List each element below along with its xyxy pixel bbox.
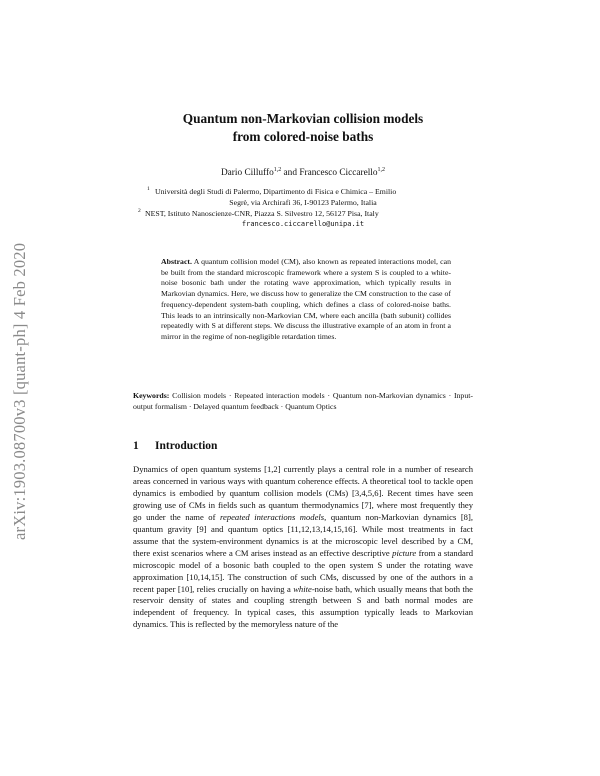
- affiliation-1-line-2: Segrè, via Archirafi 36, I-90123 Palermo, Italia: [229, 198, 377, 207]
- intro-text: from a standard microscopic model of a bosonic bath coupled to the open system S under the rotating wave approximation [10,14,15]. The construction of such CMs, discussed by one of the authors in a recent paper [10], relies crucially on having a: [133, 547, 474, 594]
- section-heading: [133, 440, 473, 452]
- abstract-label: Abstract.: [161, 257, 192, 266]
- author-2: Francesco Ciccarello: [299, 168, 378, 179]
- affiliation-1: [133, 186, 473, 208]
- intro-emphasis: white: [293, 583, 312, 594]
- author-conjunction: and: [281, 168, 300, 179]
- intro-text: -noise bath, which usually means that both the reservoir density of states and coupling strength between S and bath normal modes are independent of frequency. In typical cases, this assumption typically leads to Markovian dynamics. This is reflected by the memoryless nature of the: [133, 583, 473, 630]
- arxiv-identifier: arXiv:1903.08700v3 [quant-ph] 4 Feb 2020: [10, 242, 29, 540]
- author-list: [133, 167, 473, 178]
- section-number: 1: [133, 440, 139, 452]
- abstract: [161, 257, 451, 343]
- title-line-1: Quantum non-Markovian collision models: [182, 111, 424, 126]
- author-1-affiliation: 1,2: [273, 167, 282, 173]
- affiliation-2-line-1: NEST, Istituto Nanoscienze-CNR, Piazza S. Silvestro 12, 56127 Pisa, Italy: [145, 209, 379, 218]
- keywords-label: Keywords:: [133, 391, 170, 400]
- intro-text: , quantum non-Markovian dynamics [8], quantum gravity [9] and quantum optics [11,12,13,14,15,16]. While most treatments in fact assume that the system-environment dynamics is at the microscopic level described by a CM, there exist scenarios where a CM arises instead as an effective descriptive: [133, 511, 473, 558]
- affiliation-1-line-1: Università degli Studi di Palermo, Dipartimento di Fisica e Chimica – Emilio: [155, 187, 397, 196]
- section-title: Introduction: [155, 440, 218, 452]
- keywords-text: Collision models · Repeated interaction models · Quantum non-Markovian dynamics · Input-output formalism · Delayed quantum feedback · Quantum Optics: [133, 391, 473, 411]
- author-1: Dario Cilluffo: [220, 168, 274, 179]
- abstract-text: A quantum collision model (CM), also known as repeated interactions model, can be built from the standard microscopic framework where a system S is coupled to a white-noise bosonic bath under the rotating wave approximation, which typically results in Markovian dynamics. Here, we discuss how to generalize the CM construction to the case of frequency-dependent system-bath coupling, which defines a class of colored-noise baths. This leads to an intrinsically non-Markovian CM, where each ancilla (bath subunit) collides repeatedly with S at different steps. We discuss the illustrative example of an atom in front a mirror in the regime of non-negligible retardation times.: [161, 257, 451, 341]
- intro-emphasis: repeated interactions models: [219, 511, 325, 522]
- affiliation-2: [133, 208, 473, 219]
- intro-emphasis: picture: [392, 547, 417, 558]
- keywords: [133, 390, 473, 412]
- affiliation-2-number: 2: [138, 208, 141, 214]
- author-email[interactable]: francesco.ciccarello@unipa.it: [241, 220, 365, 228]
- paper-title: [133, 110, 473, 146]
- affiliation-1-number: 1: [147, 186, 150, 192]
- intro-paragraph: [133, 464, 473, 631]
- title-line-2: from colored-noise baths: [232, 129, 374, 144]
- author-2-affiliation: 1,2: [377, 167, 386, 173]
- intro-text: Dynamics of open quantum systems [1,2] currently plays a central role in a number of research areas concerned in various ways with quantum coherence effects. A theoretical tool to tackle open dynamics is embodied by quantum collision models (CMs) [3,4,5,6]. Recent times have seen growing use of CMs in fields such as quantum thermodynamics [7], where most frequently they go under the name of: [133, 464, 473, 522]
